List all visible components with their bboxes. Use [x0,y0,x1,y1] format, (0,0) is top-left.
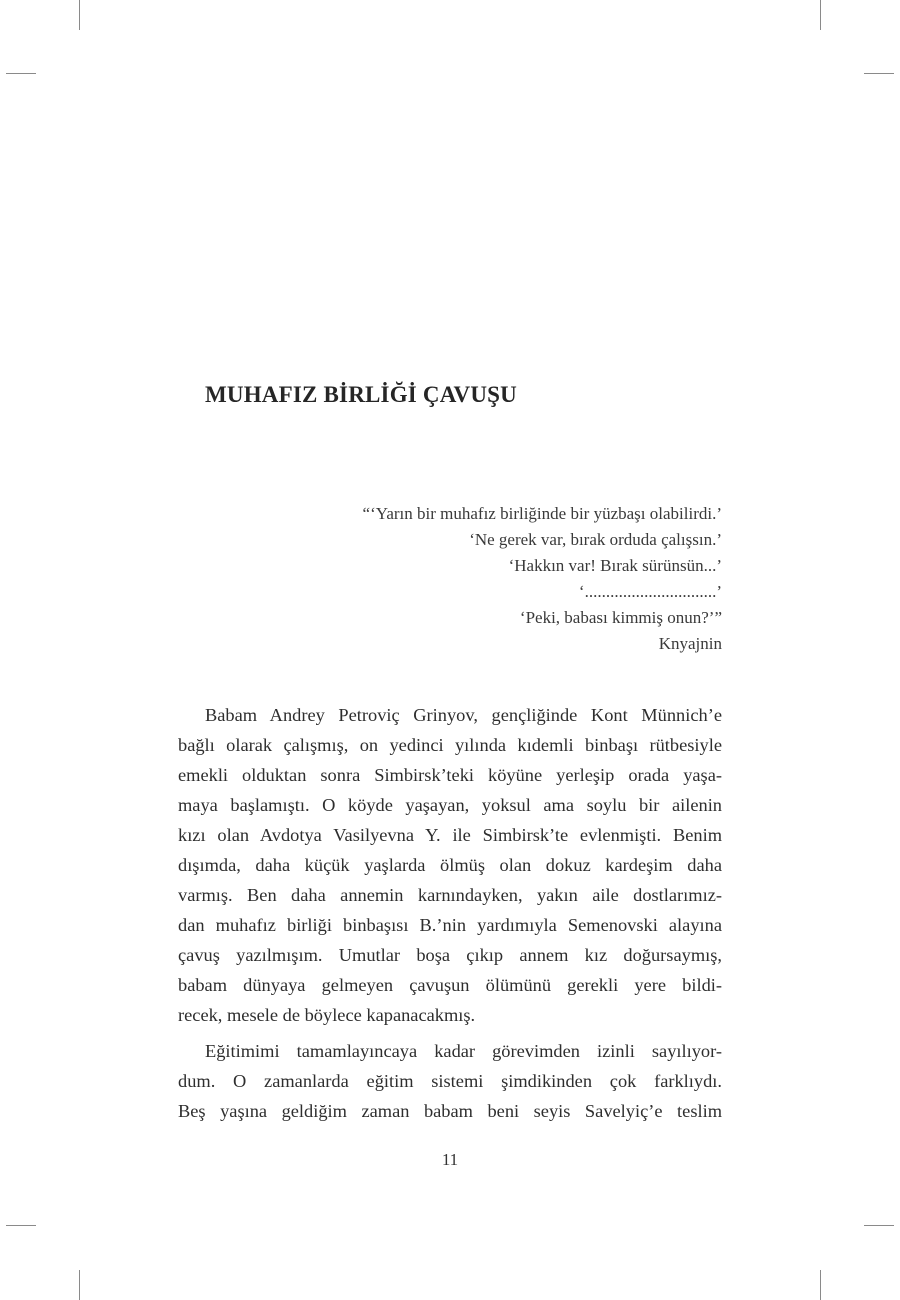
text-line: kızı olan Avdotya Vasilyevna Y. ile Simbirsk’te evlenmişti. Benim [178,825,722,845]
crop-mark-bottom-left-horizontal [6,1225,36,1226]
text-line: bağlı olarak çalışmış, on yedinci yılında kıdemli binbaşı rütbesiyle [178,735,722,755]
crop-mark-bottom-right-vertical [820,1270,821,1300]
text-line: Babam Andrey Petroviç Grinyov, gençliğinde Kont Münnich’e [205,705,722,725]
text-line: çavuş yazılmışım. Umutlar boşa çıkıp annem kız doğursaymış, [178,945,722,965]
text-line: dum. O zamanlarda eğitim sistemi şimdikinden çok farklıydı. [178,1071,722,1091]
crop-mark-top-right-horizontal [864,73,894,74]
text-line: babam dünyaya gelmeyen çavuşun ölümünü gerekli yere bildi- [178,975,722,995]
epigraph-line: “‘Yarın bir muhafız birliğinde bir yüzbaşı olabilirdi.’ [362,504,722,523]
text-line: emekli olduktan sonra Simbirsk’teki köyüne yerleşip orada yaşa- [178,765,722,785]
epigraph-attribution: Knyajnin [658,634,722,653]
page-number: 11 [441,1150,459,1169]
paragraph-2 [178,1036,722,1126]
text-line: maya başlamıştı. O köyde yaşayan, yoksul ama soylu bir ailenin [178,795,722,815]
text-line: dışımda, daha küçük yaşlarda ölmüş olan dokuz kardeşim daha [178,855,722,875]
chapter-title: MUHAFIZ BİRLİĞİ ÇAVUŞU [205,382,517,407]
epigraph-line: ‘Hakkın var! Bırak sürünsün...’ [508,556,722,575]
crop-mark-bottom-left-vertical [79,1270,80,1300]
crop-mark-top-left-horizontal [6,73,36,74]
epigraph [260,501,722,657]
epigraph-line: ‘Ne gerek var, bırak orduda çalışsın.’ [469,530,722,549]
crop-mark-top-left-vertical [79,0,80,30]
text-line: Beş yaşına geldiğim zaman babam beni seyis Savelyiç’e teslim [178,1101,722,1121]
epigraph-line: ‘...............................’ [578,582,722,601]
text-line: Eğitimimi tamamlayıncaya kadar görevimden izinli sayılıyor- [205,1041,722,1061]
text-line: dan muhafız birliği binbaşısı B.’nin yardımıyla Semenovski alayına [178,915,722,935]
crop-mark-bottom-right-horizontal [864,1225,894,1226]
paragraph-1 [178,700,722,1030]
body-text [178,700,722,1126]
text-line: recek, mesele de böylece kapanacakmış. [178,1005,476,1025]
text-line: varmış. Ben daha annemin karnındayken, yakın aile dostlarımız- [178,885,722,905]
crop-mark-top-right-vertical [820,0,821,30]
epigraph-line: ‘Peki, babası kimmiş onun?’” [519,608,722,627]
